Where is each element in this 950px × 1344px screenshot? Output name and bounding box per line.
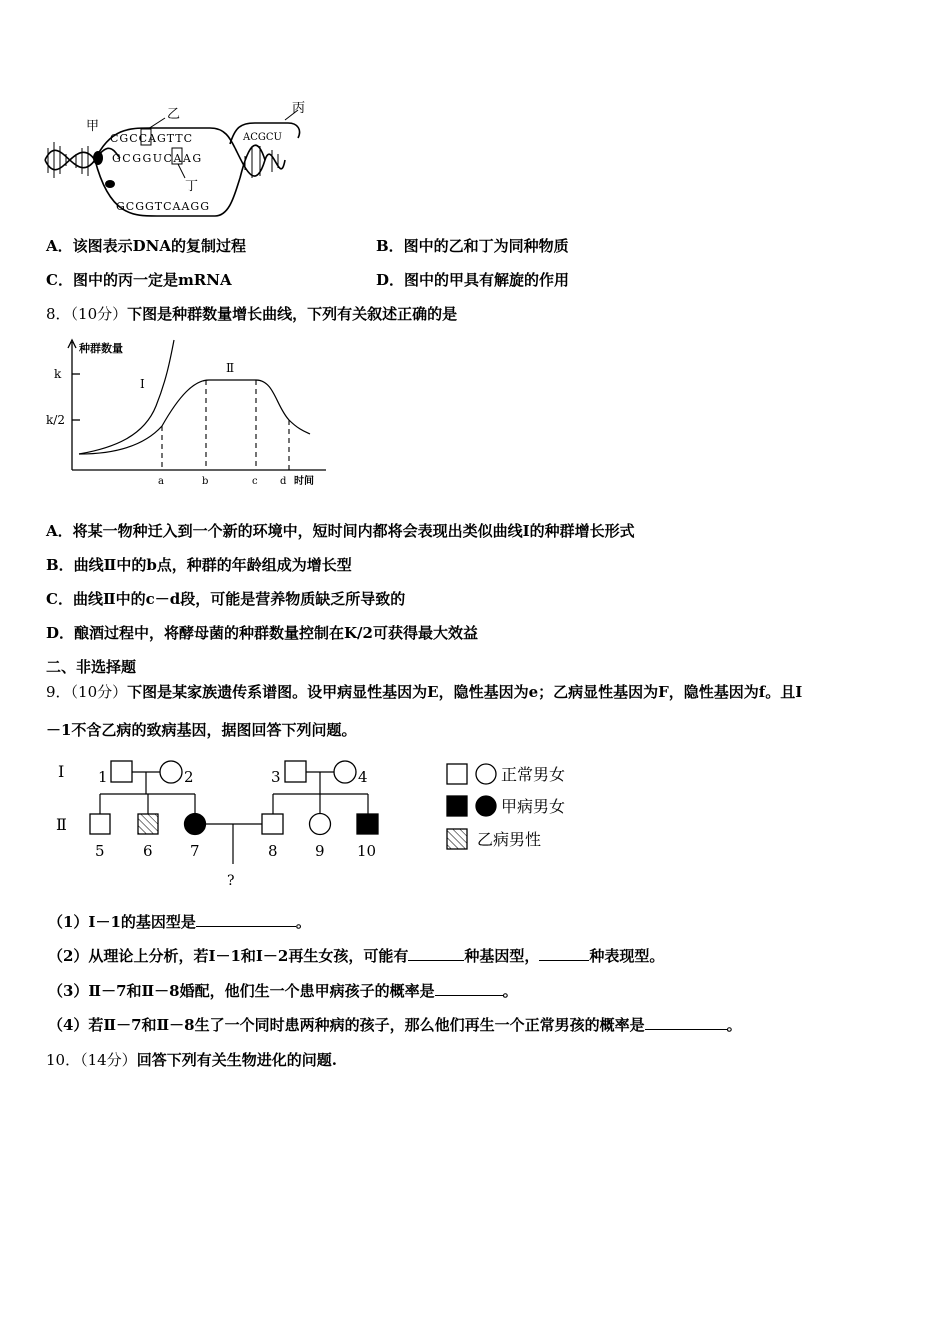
q8-option-c: C．曲线Ⅱ中的c－d段，可能是营养物质缺乏所导致的: [46, 590, 406, 608]
q9-sub1: [48, 912, 311, 932]
section-title: 二、非选择题: [46, 658, 137, 676]
q9-sub2-text: （2）从理论上分析，若Ⅰ－1和Ⅰ－2再生女孩，可能有: [48, 947, 409, 965]
individual-ii10: [357, 814, 378, 834]
q7-option-a: A．该图表示DNA的复制过程: [46, 237, 246, 255]
seq-mid: GCGGUCAAG: [112, 152, 203, 165]
num-8: 8: [268, 842, 278, 860]
individual-i2: [160, 761, 182, 783]
num-4: 4: [358, 768, 368, 786]
q9-sub4-blank[interactable]: [645, 1015, 727, 1030]
individual-ii9: [310, 814, 331, 835]
q9-sub3: [48, 981, 518, 1001]
q10-stem-text: 回答下列有关生物进化的问题.: [136, 1051, 337, 1069]
num-1: 1: [98, 768, 108, 786]
legend-normal-male: [447, 764, 467, 784]
num-6: 6: [143, 842, 153, 860]
num-2: 2: [184, 768, 194, 786]
y-tick-k2: k/2: [46, 413, 65, 427]
unknown-child: ?: [227, 873, 235, 889]
q9-sub2: [48, 946, 664, 966]
q8-stem: [46, 304, 457, 324]
q9-sub2-blank2[interactable]: [539, 946, 589, 961]
q7-option-b: B．图中的乙和丁为同种物质: [376, 237, 569, 255]
q7-option-d: D．图中的甲具有解旋的作用: [376, 271, 570, 289]
legend-jia-female: [476, 796, 496, 816]
gen-label-i: Ⅰ: [58, 762, 65, 781]
q9-sub2-blank1[interactable]: [408, 946, 464, 961]
individual-i4: [334, 761, 356, 783]
num-9: 9: [315, 842, 325, 860]
individual-ii8: [262, 814, 283, 834]
legend-jia-male: [447, 796, 467, 816]
q9-sub4: [48, 1015, 742, 1035]
legend-yi-label: 乙病男性: [477, 830, 542, 849]
legend-yi-male: [447, 829, 467, 849]
num-3: 3: [271, 768, 281, 786]
x-tick-d: d: [280, 476, 287, 487]
num-10: 10: [357, 842, 377, 860]
y-tick-k: k: [54, 367, 62, 381]
curve-ii-label: Ⅱ: [226, 361, 235, 375]
q7-option-c: C．图中的丙一定是mRNA: [46, 271, 232, 289]
curve-ii: [79, 380, 310, 454]
q9-stem-line2: －1不含乙病的致病基因，据图回答下列问题。: [46, 721, 357, 739]
q8-option-d: D．酿酒过程中，将酵母菌的种群数量控制在K/2可获得最大效益: [46, 624, 478, 642]
q9-sub4-text: （4）若Ⅱ－7和Ⅱ－8生了一个同时患两种病的孩子，那么他们再生一个正常男孩的概率是: [48, 1016, 645, 1034]
seq-top: CGCCAGTTC: [110, 132, 194, 145]
q8-number: 8．（10分）: [46, 305, 128, 323]
legend-normal-label: 正常男女: [501, 765, 566, 784]
y-axis-label: 种群数量: [79, 342, 123, 355]
individual-ii6: [138, 814, 158, 834]
label-jia: 甲: [86, 119, 100, 134]
q10-number: 10．（14分）: [46, 1051, 137, 1069]
gen-label-ii: Ⅱ: [56, 815, 67, 834]
individual-i1: [111, 761, 132, 782]
q9-sub1-blank[interactable]: [196, 912, 296, 927]
q9-sub1-end: 。: [295, 913, 311, 931]
legend-jia-label: 甲病男女: [501, 797, 566, 816]
individual-ii7: [185, 814, 206, 835]
label-ding: 丁: [185, 179, 199, 194]
q8-option-b: B．曲线Ⅱ中的b点，种群的年龄组成为增长型: [46, 556, 352, 574]
individual-i3: [285, 761, 306, 782]
curve-i-label: Ⅰ: [140, 377, 145, 391]
q9-sub2-mid: 种基因型，: [464, 947, 540, 965]
q9-sub2-end: 种表现型。: [589, 947, 665, 965]
population-growth-chart: [44, 336, 334, 494]
q10-stem: [46, 1050, 337, 1070]
q9-stem-line1: [46, 682, 802, 702]
q8-option-a: A．将某一物种迁入到一个新的环境中，短时间内都将会表现出类似曲线Ⅰ的种群增长形式: [46, 522, 635, 540]
dna-transcription-figure: [40, 98, 320, 220]
seq-bing: ACGCU: [243, 132, 282, 143]
individual-ii5: [90, 814, 110, 834]
label-bing: 丙: [292, 101, 306, 116]
q9-sub3-end: 。: [502, 982, 518, 1000]
q9-sub3-blank[interactable]: [435, 981, 503, 996]
q9-stem-text: 下图是某家族遗传系谱图。设甲病显性基因为E，隐性基因为e；乙病显性基因为F，隐性基因为f。且Ⅰ: [127, 683, 803, 701]
pedigree-chart: [50, 752, 590, 892]
x-axis-label: 时间: [294, 476, 314, 487]
num-5: 5: [95, 842, 105, 860]
seq-bottom: GCGGTCAAGG: [116, 200, 210, 213]
curve-i: [79, 340, 174, 454]
q9-sub3-text: （3）Ⅱ－7和Ⅱ－8婚配，他们生一个患甲病孩子的概率是: [48, 982, 435, 1000]
q9-sub4-end: 。: [726, 1016, 742, 1034]
legend-normal-female: [476, 764, 496, 784]
label-yi: 乙: [167, 107, 181, 122]
x-tick-a: a: [158, 476, 164, 487]
q8-stem-text: 下图是种群数量增长曲线，下列有关叙述正确的是: [127, 305, 458, 323]
q9-sub1-text: （1）Ⅰ－1的基因型是: [48, 913, 196, 931]
q9-number: 9．（10分）: [46, 683, 128, 701]
x-tick-c: c: [252, 476, 258, 487]
x-tick-b: b: [202, 476, 209, 487]
num-7: 7: [190, 842, 200, 860]
